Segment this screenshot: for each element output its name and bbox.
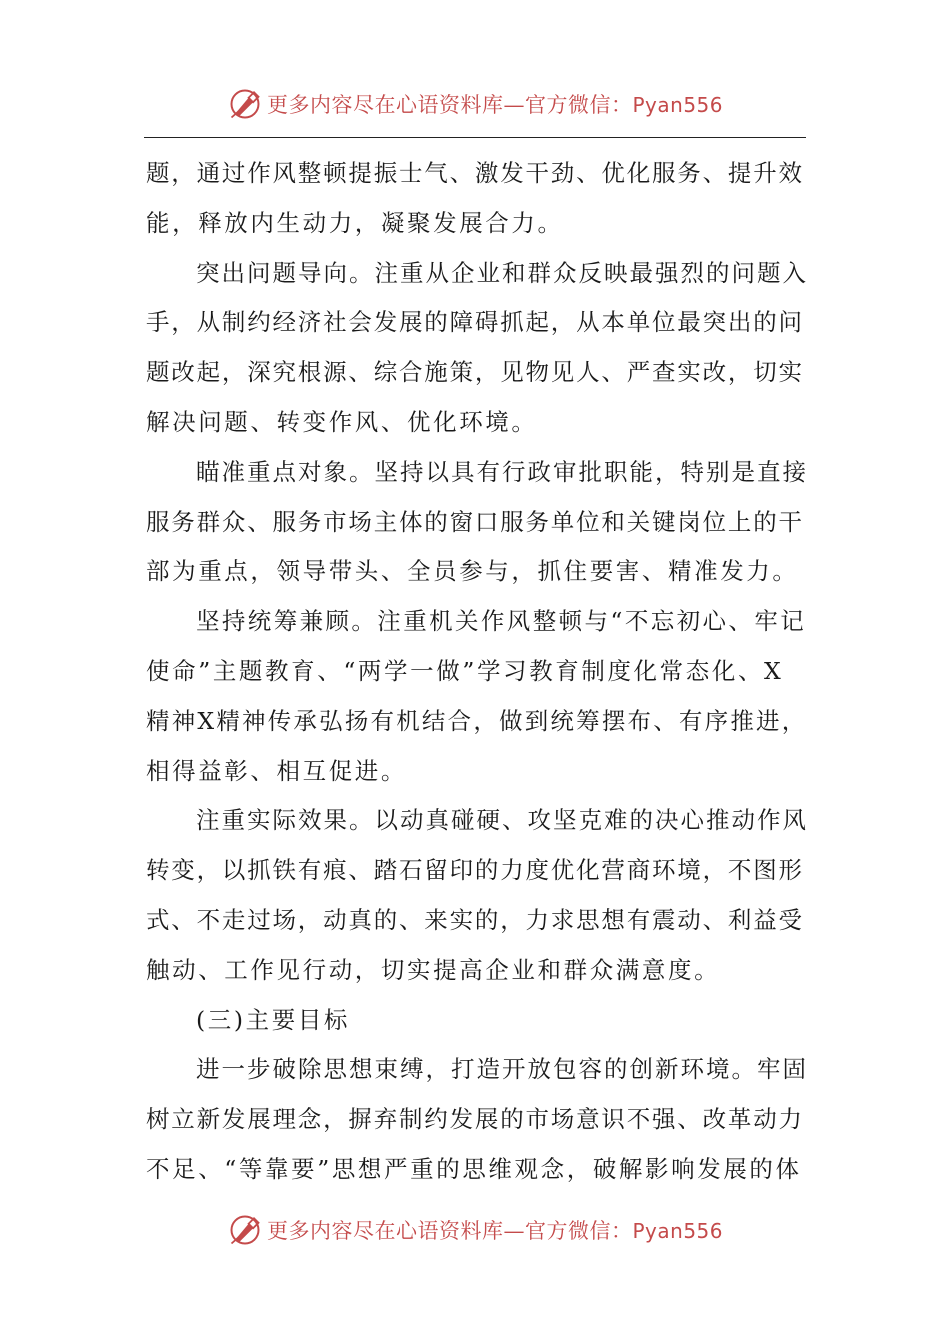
text-line: 转变，以抓铁有痕、踏石留印的力度优化营商环境，不图形 [146,856,804,885]
text-line: 部为重点，领导带头、全员参与，抓住要害、精准发力。 [146,557,799,586]
text-line: 能，释放内生动力，凝聚发展合力。 [146,208,564,237]
text-line: 解决问题、转变作风、优化环境。 [146,407,538,436]
text-line: 题改起，深究根源、综合施策，见物见人、严查实改，切实 [146,358,804,387]
text-line: 手，从制约经济社会发展的障碍抓起，从本单位最突出的问 [146,308,804,337]
text-line: 进一步破除思想束缚，打造开放包容的创新环境。牢固 [196,1055,808,1084]
text-line: 题，通过作风整顿提振士气、激发干劲、优化服务、提升效 [146,159,804,187]
text-line: 服务群众、服务市场主体的窗口服务单位和关键岗位上的干 [146,507,804,536]
watermark-text: 更多内容尽在心语资料库—官方微信：Pyan556 [266,93,723,117]
footer-watermark [0,1208,950,1252]
text-line: 突出问题导向。注重从企业和群众反映最强烈的问题入 [196,258,808,287]
text-line: 瞄准重点对象。坚持以具有行政审批职能，特别是直接 [196,457,808,486]
text-line: 相得益彰、相互促进。 [146,756,407,785]
header-watermark [0,82,950,126]
document-body [146,149,808,1195]
header-rule [144,137,806,138]
text-line: 式、不走过场，动真的、来实的，力求思想有震动、利益受 [146,905,804,934]
pen-nib-logo-icon [227,1212,263,1248]
text-line: 触动、工作见行动，切实提高企业和群众满意度。 [146,955,721,984]
text-line: (三)主要目标 [196,1005,351,1034]
text-line: 不足、“等靠要”思想严重的思维观念，破解影响发展的体 [146,1154,802,1183]
watermark-text: 更多内容尽在心语资料库—官方微信：Pyan556 [266,1219,723,1243]
text-line: 坚持统筹兼顾。注重机关作风整顿与“不忘初心、牢记 [196,607,807,636]
text-line: 使命”主题教育、“两学一做”学习教育制度化常态化、X [146,656,784,685]
pen-nib-logo-icon [227,86,263,122]
text-line: 精神X精神传承弘扬有机结合，做到统筹摆布、有序推进， [146,706,808,735]
text-line: 树立新发展理念，摒弃制约发展的市场意识不强、改革动力 [146,1105,804,1134]
text-line: 注重实际效果。以动真碰硬、攻坚克难的决心推动作风 [196,806,808,835]
